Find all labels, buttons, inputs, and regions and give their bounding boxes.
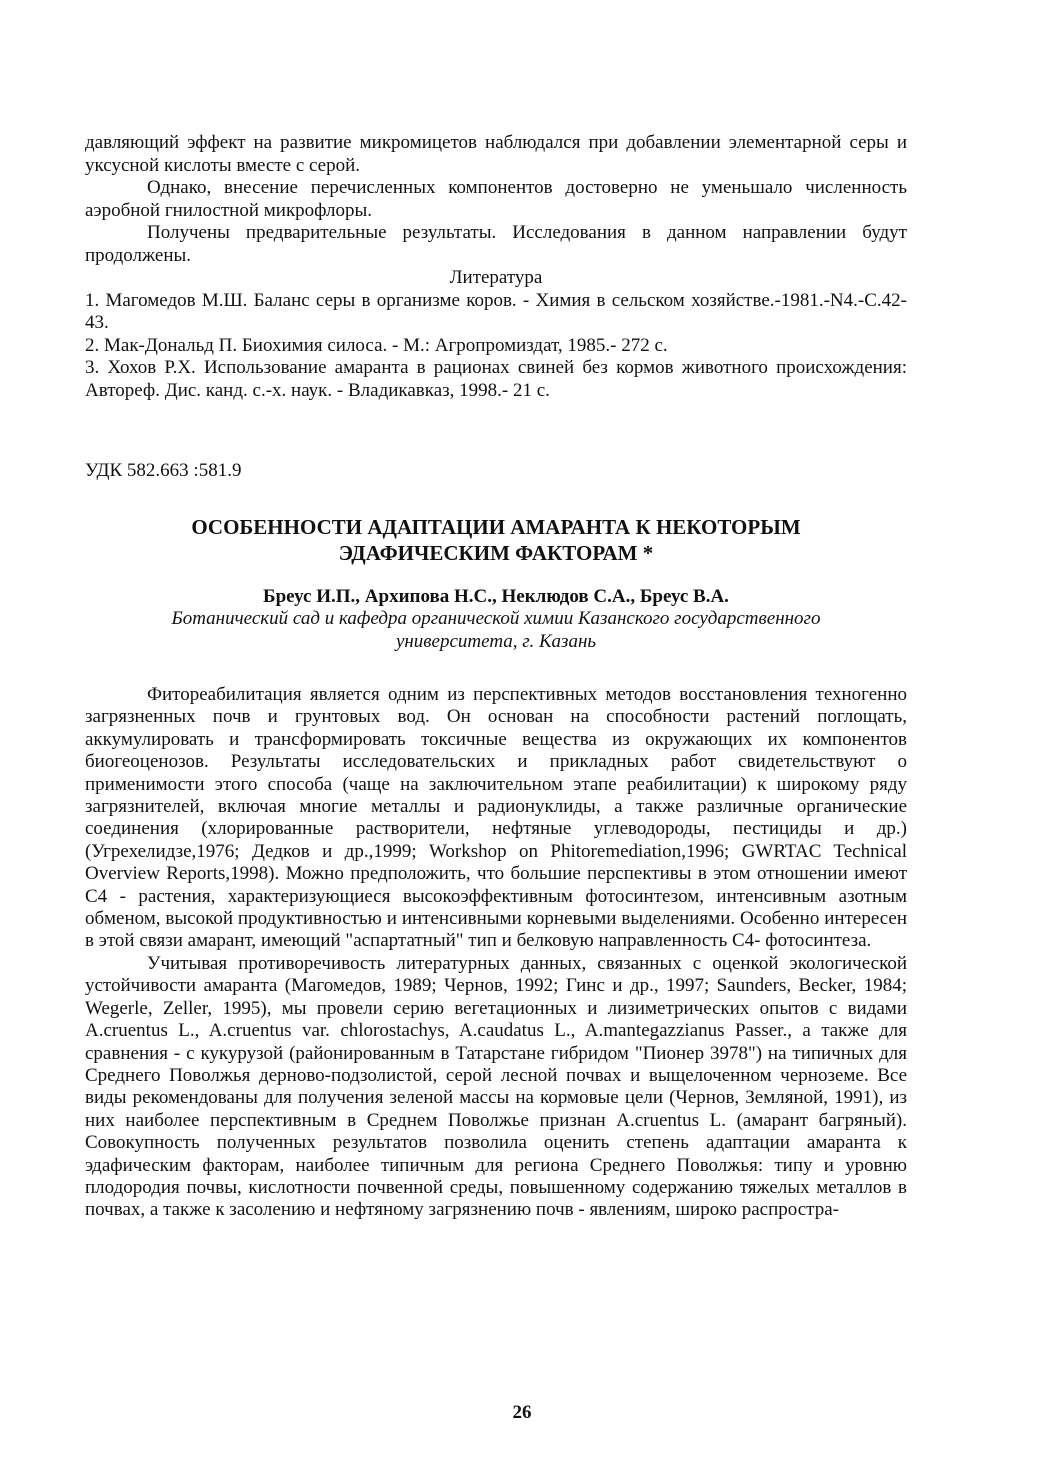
paragraph: Получены предварительные результаты. Исследования в данном направлении будут продолжены. (85, 222, 907, 266)
authors: Бреус И.П., Архипова Н.С., Неклюдов С.А., Бреус В.А. (263, 586, 729, 607)
paragraph: давляющий эффект на развитие микромицетов наблюдался при добавлении элементарной серы и уксусной кислоты вместе с серой. (85, 132, 907, 176)
udk-code: УДК 582.663 :581.9 (85, 460, 242, 481)
reference-item: 2. Мак-Дональд П. Биохимия силоса. - М.: Агропромиздат, 1985.- 272 с. (85, 334, 668, 356)
reference-item: 1. Магомедов М.Ш. Баланс серы в организме коров. - Химия в сельском хозяйстве.-1981.-N4.-С.42-43. (85, 289, 907, 333)
affiliation-line: Ботанический сад и кафедра органической химии Казанского государственного (171, 608, 821, 629)
title-line: ОСОБЕННОСТИ АДАПТАЦИИ АМАРАНТА К НЕКОТОРЫМ (191, 515, 801, 539)
reference-item: 3. Хохов Р.Х. Использование амаранта в рационах свиней без кормов животного происхождения: Автореф. Дис. канд. с.-х. наук. - Владикавказ, 1998.- 21 с. (85, 357, 907, 401)
title-line: ЭДАФИЧЕСКИМ ФАКТОРАМ * (338, 541, 654, 565)
page-number: 26 (512, 1402, 532, 1423)
references-heading: Литература (449, 267, 543, 288)
affiliation-line: университета, г. Казань (395, 630, 597, 652)
affiliation (85, 608, 907, 653)
paragraph: Однако, внесение перечисленных компонентов достоверно не уменьшало численность аэробной гнилостной микрофлоры. (85, 177, 907, 221)
paragraph: Учитывая противоречивость литературных данных, связанных с оценкой экологической устойчивости амаранта (Магомедов, 1989; Чернов, 1992; Гинс и др., 1997; Saunders, Becker, 1984; Wegerle, Zeller, 1995), мы провели серию вегетационных и лизиметрических опытов с видами A.cruentus L., A.cruentus var. chlorostachys, A.caudatus L., A.mantegazzianus Passer., а также для сравнения - с кукурузой (районированным в Татарстане гибридом "Пионер 3978") на типичных для Среднего Поволжья дерново-подзолистой, серой лесной почвах и выщелоченном черноземе. Все виды рекомендованы для получения зеленой массы на кормовые цели (Чернов, Земляной, 1991), из них наиболее перспективным в Среднем Поволжье признан A.cruentus L. (амарант багряный). Совокупность полученных результатов позволила оценить степень адаптации амаранта к эдафическим факторам, наиболее типичным для региона Среднего Поволжья: типу и уровню плодородия почвы, кислотности почвенной среды, повышенному содержанию тяжелых металлов в почвах, а также к засолению и нефтяному загрязнению почв - явлениям, широко распростра- (85, 952, 907, 1221)
article-body (85, 684, 907, 1222)
article-title (85, 514, 907, 566)
paragraph: Фиторeабилитация является одним из перспективных методов восстановления техногенно загрязненных почв и грунтовых вод. Он основан на способности растений поглощать, аккумулировать и трансформировать токсичные вещества из окружающих их компонентов биогеоценозов. Результаты исследовательских и прикладных работ свидетельствуют о применимости этого способа (чаще на заключительном этапе реабилитации) к широкому ряду загрязнителей, включая многие металлы и радионуклиды, а также различные органические соединения (хлорированные растворители, нефтяные углеводороды, пестициды и др.) (Угрехелидзе,1976; Дедков и др.,1999; Workshop on Phitoremediation,1996; GWRTAC Technical Overview Reports,1998). Можно предположить, что большие перспективы в этом отношении имеют С4 - растения, характеризующиеся высокоэффективным фотосинтезом, интенсивным азотным обменом, высокой продуктивностью и интенсивными корневыми выделениями. Особенно интересен в этой связи амарант, имеющий "аспартатный" тип и белковую направленность С4- фотосинтеза. (85, 684, 907, 952)
previous-article-ending (85, 132, 907, 402)
